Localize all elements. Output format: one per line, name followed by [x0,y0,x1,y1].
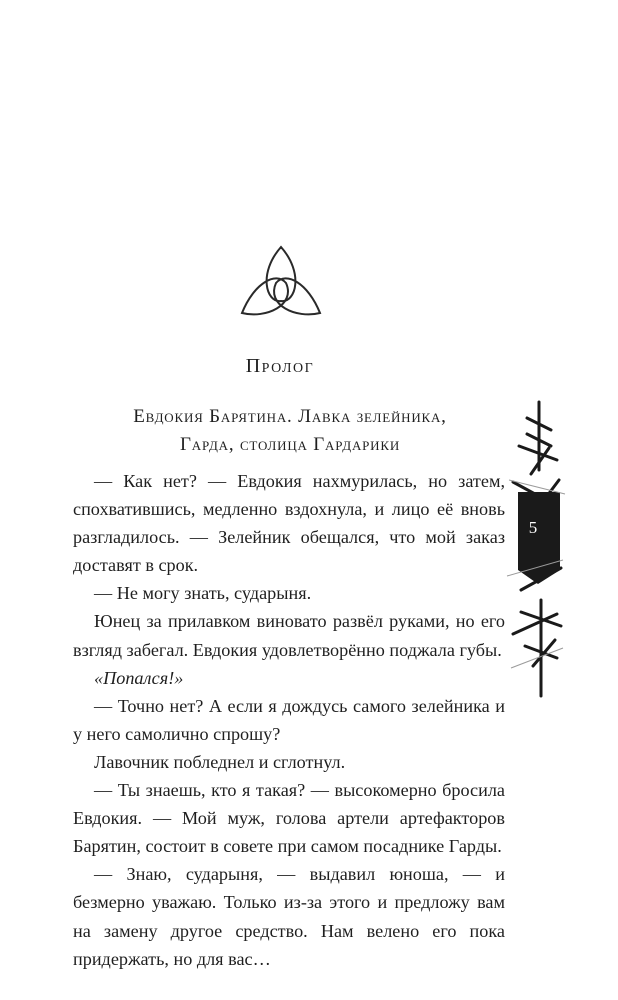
paragraph: — Знаю, сударыня, — выдавил юноша, — и безмерно уважаю. Только из-за этого и предложу вам на замену другое средство. Нам велено его пока придержать, но для вас… [73,864,505,969]
rune-ornament [505,400,567,700]
paragraph: Лавочник побледнел и сглотнул. [94,751,346,772]
paragraph: — Не могу знать, сударыня. [94,583,312,604]
subtitle-line: Евдокия Барятина. Лавка зелейника, [133,406,447,427]
paragraph: — Точно нет? А если я дождусь самого зелейника и у него самолично спрошу? [73,695,505,744]
paragraph: Юнец за прилавком виновато развёл руками, но его взгляд забегал. Евдокия удовлетворённо поджала губы. [73,611,505,660]
triquetra-icon [236,243,326,323]
chapter-title: Пролог [245,355,315,377]
page-number: 5 [528,518,538,537]
paragraph-thought: «Попался!» [94,667,184,688]
paragraph: — Как нет? — Евдокия нахмурилась, но затем, спохватившись, медленно вздохнула, и лицо её вновь разгладилось. — Зелейник обещался, что мой заказ доставят в срок. [73,471,505,576]
chapter-subtitle [80,403,500,459]
body-text [73,467,505,973]
subtitle-line: Гарда, столица Гардарики [179,434,401,455]
paragraph: — Ты знаешь, кто я такая? — высокомерно бросила Евдокия. — Мой муж, голова артели артефакторов Барятин, состоит в совете при самом посаднике Гарды. [73,780,505,857]
